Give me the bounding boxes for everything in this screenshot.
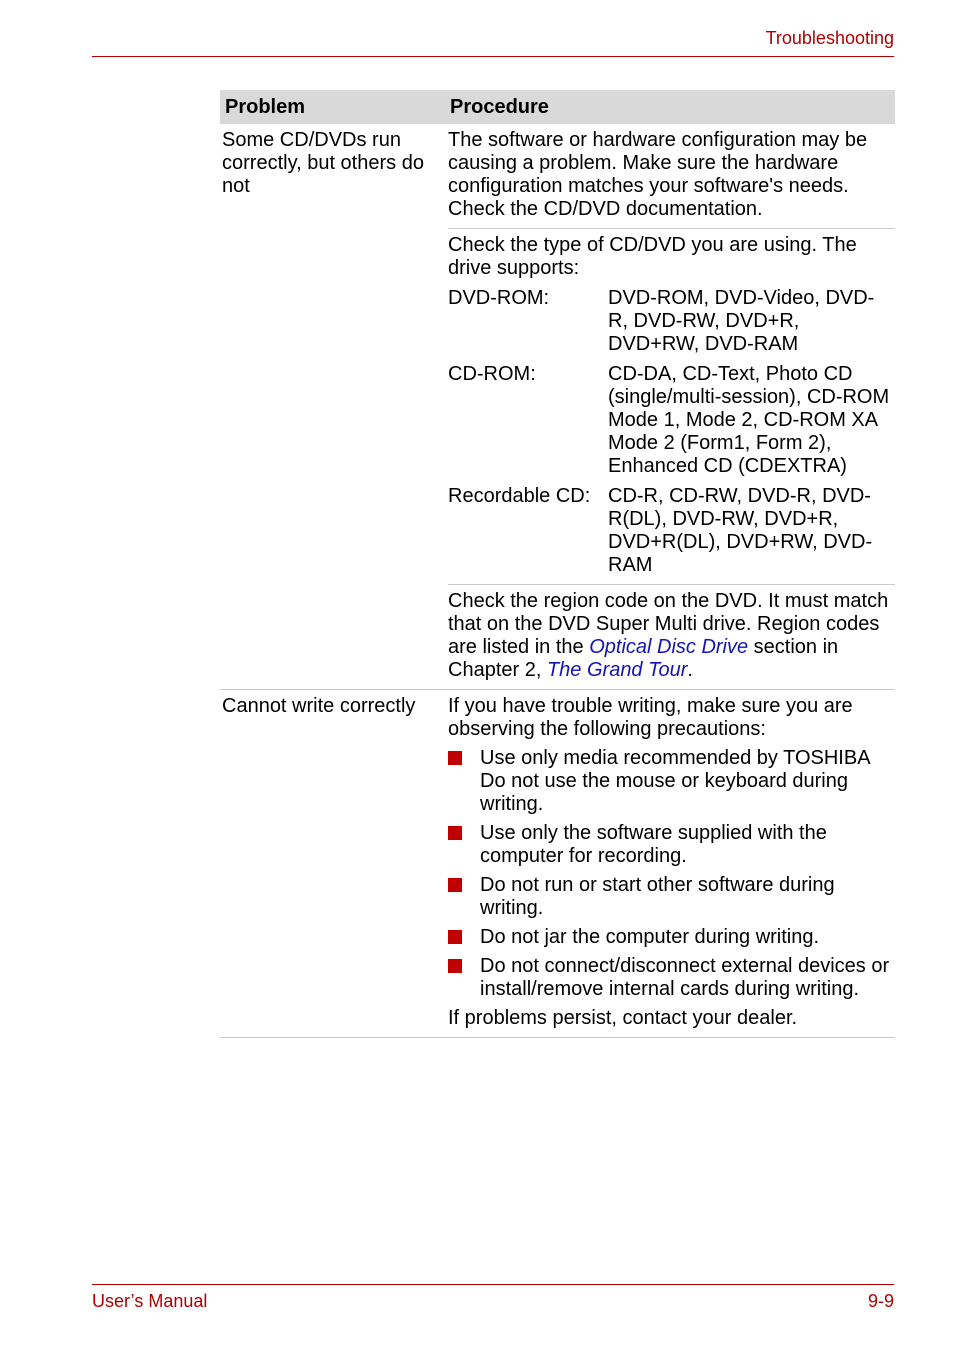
bullet-text: Do not connect/disconnect external devices or install/remove internal cards during writing.: [480, 955, 890, 1000]
text-run: section in Chapter 2,: [448, 636, 839, 681]
bullet-text: Use only the software supplied with the computer for recording.: [480, 822, 827, 867]
definition-item: [448, 287, 893, 356]
definition-item: [448, 485, 893, 577]
definition-term: Recordable CD:: [448, 485, 591, 507]
header-rule: [92, 56, 894, 57]
procedure-cell: [445, 690, 895, 1037]
procedure-drive-support: [448, 229, 895, 585]
bullet-item: [448, 822, 893, 868]
footer-manual-title: User’s Manual: [92, 1291, 208, 1311]
text-run: .: [687, 659, 693, 681]
square-bullet-icon: [448, 930, 462, 944]
procedure-paragraph: Check the type of CD/DVD you are using. The drive supports:: [448, 234, 857, 279]
link-the-grand-tour[interactable]: The Grand Tour: [546, 659, 688, 681]
table-header-row: [220, 90, 895, 124]
troubleshooting-table: [220, 90, 895, 1038]
procedure-writing: [448, 690, 895, 1037]
definition-desc: DVD-ROM, DVD-Video, DVD-R, DVD-RW, DVD+R, DVD+RW, DVD-RAM: [608, 287, 875, 355]
procedure-region-code: [448, 585, 895, 689]
problem-cell: Some CD/DVDs run correctly, but others do not: [222, 129, 424, 197]
procedure-paragraph: If you have trouble writing, make sure you are observing the following precautions:: [448, 695, 853, 740]
page-number: 9-9: [867, 1291, 894, 1311]
procedure-cell: [445, 124, 895, 689]
square-bullet-icon: [448, 878, 462, 892]
definition-desc: CD-R, CD-RW, DVD-R, DVD-R(DL), DVD-RW, DVD+R, DVD+R(DL), DVD+RW, DVD-RAM: [608, 485, 873, 576]
problem-cell: Cannot write correctly: [222, 695, 416, 717]
link-optical-disc-drive[interactable]: Optical Disc Drive: [589, 636, 749, 658]
table-row: [220, 690, 895, 1038]
bullet-item: [448, 747, 893, 816]
bullet-item: [448, 926, 893, 949]
procedure-paragraph: The software or hardware configuration may be causing a problem. Make sure the hardware configuration matches your software's needs. Check the CD/DVD documentation.: [448, 124, 895, 229]
bullet-text: Do not run or start other software during writing.: [480, 874, 835, 919]
square-bullet-icon: [448, 751, 462, 765]
table-row: [220, 124, 895, 690]
bullet-text: Do not jar the computer during writing.: [480, 926, 820, 948]
bullet-item: [448, 955, 893, 1001]
footer-rule: [92, 1284, 894, 1285]
header-problem: Problem: [225, 95, 306, 118]
procedure-paragraph: If problems persist, contact your dealer.: [448, 1007, 798, 1029]
definition-item: [448, 363, 893, 478]
bullet-text: Use only media recommended by TOSHIBA Do not use the mouse or keyboard during writing.: [480, 747, 870, 815]
running-header: Troubleshooting: [765, 28, 894, 48]
definition-term: CD-ROM:: [448, 363, 536, 385]
square-bullet-icon: [448, 959, 462, 973]
bullet-item: [448, 874, 893, 920]
definition-term: DVD-ROM:: [448, 287, 550, 309]
text-run: Check the region code on the DVD. It must match that on the DVD Super Multi drive. Region codes are listed in the: [448, 590, 889, 658]
definition-desc: CD-DA, CD-Text, Photo CD (single/multi-session), CD-ROM Mode 1, Mode 2, CD-ROM XA Mode 2 (Form1, Form 2), Enhanced CD (CDEXTRA): [608, 363, 890, 477]
square-bullet-icon: [448, 826, 462, 840]
header-procedure: Procedure: [450, 95, 549, 118]
